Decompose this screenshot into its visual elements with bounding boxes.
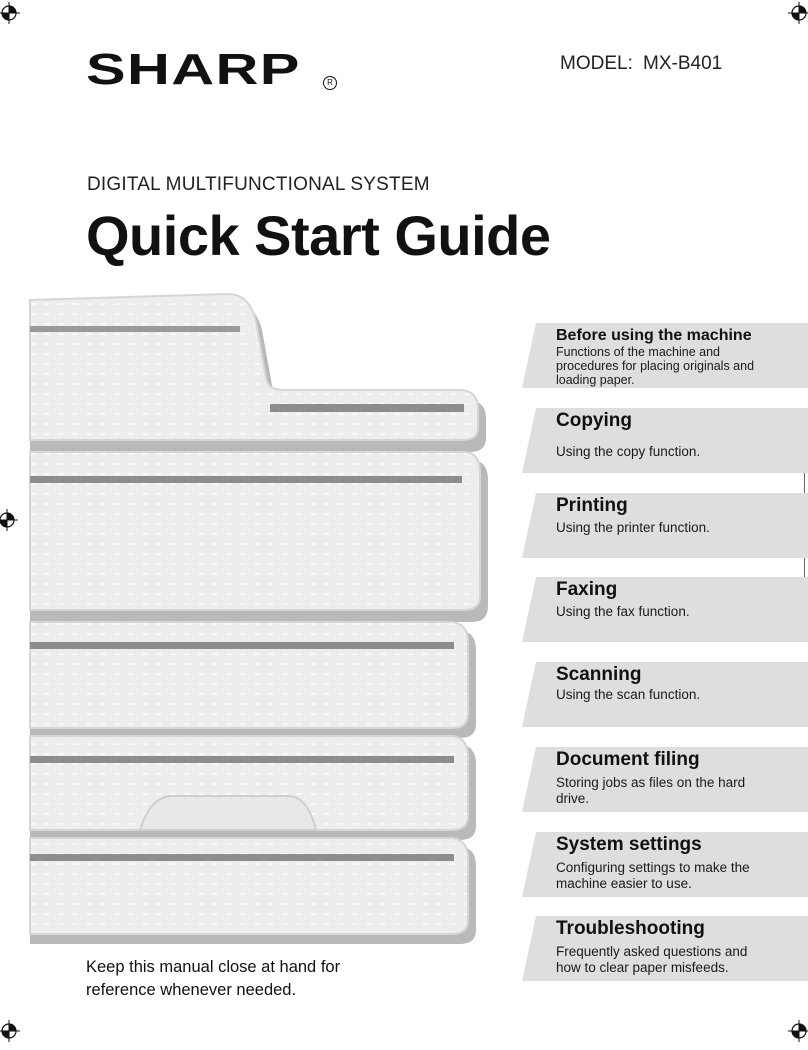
registration-mark-top-right-icon (788, 2, 808, 24)
section-tab-system-settings[interactable] (522, 831, 808, 895)
section-tab-before-using[interactable] (522, 322, 808, 386)
registration-mark-top-left-icon (0, 2, 20, 24)
section-title: Document filing (556, 749, 700, 770)
section-description: Configuring settings to make the machine easier to use. (556, 860, 750, 891)
section-title: Scanning (556, 664, 642, 685)
section-description: Using the scan function. (556, 687, 701, 702)
section-title: Printing (556, 495, 628, 516)
section-title: Copying (556, 410, 632, 431)
section-tab-document-filing[interactable] (522, 746, 808, 810)
section-tab-troubleshooting[interactable] (522, 915, 808, 979)
section-description: Functions of the machine and procedures for placing originals and loading paper. (556, 345, 755, 387)
section-title: Faxing (556, 579, 618, 600)
footer-note: Keep this manual close at hand for reference whenever needed. (86, 958, 341, 999)
section-title: System settings (556, 834, 702, 855)
brand-logo: SHARP (86, 45, 301, 94)
section-title: Troubleshooting (556, 918, 705, 939)
registration-mark-bottom-right-icon (788, 1020, 808, 1042)
section-description: Frequently asked questions and how to clear paper misfeeds. (556, 944, 748, 975)
model-value: MX-B401 (643, 53, 723, 74)
model-label: MODEL: (560, 53, 633, 74)
machine-illustration (0, 290, 500, 1050)
section-tab-scanning[interactable] (522, 661, 808, 725)
page-title: Quick Start Guide (86, 204, 551, 267)
section-description: Using the fax function. (556, 604, 690, 619)
section-description: Storing jobs as files on the hard drive. (556, 775, 746, 806)
section-description: Using the printer function. (556, 520, 710, 535)
subtitle: DIGITAL MULTIFUNCTIONAL SYSTEM (87, 174, 430, 195)
section-description: Using the copy function. (556, 444, 701, 459)
section-title: Before using the machine (556, 327, 752, 344)
section-tab-faxing[interactable] (522, 576, 808, 640)
section-tab-printing[interactable] (522, 492, 808, 556)
registered-trademark-icon: R (323, 76, 337, 90)
section-tab-copying[interactable] (522, 407, 808, 471)
